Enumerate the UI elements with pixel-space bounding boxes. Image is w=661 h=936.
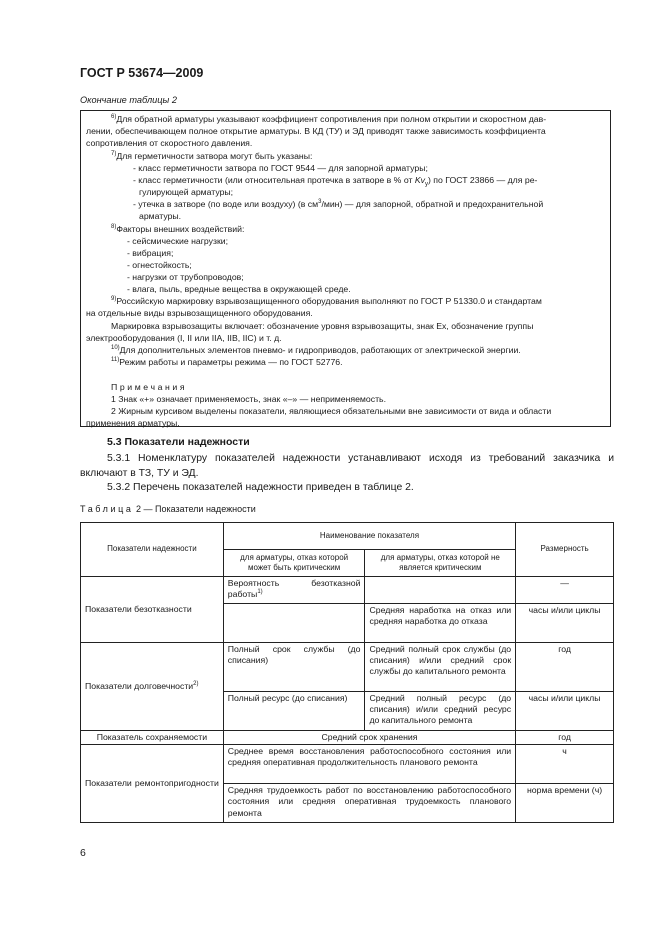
footnote-9-line-4: электрооборудования (I, II или IIA, IIB, IIC) и т. д. bbox=[86, 333, 282, 343]
footnote-8-item: - огнестойкость; bbox=[127, 260, 192, 270]
table-row bbox=[81, 731, 614, 745]
cell-dimension: часы и/или циклы bbox=[516, 692, 614, 731]
footnote-7-item-b-cont: гулирующей арматуры; bbox=[139, 187, 234, 197]
reliability-table bbox=[80, 522, 614, 823]
cell-empty bbox=[365, 577, 516, 604]
cell-dimension: год bbox=[516, 643, 614, 692]
row-label-reliability: Показатели безотказности bbox=[81, 577, 224, 643]
notes-heading: Примечания bbox=[111, 382, 188, 392]
table-footnotes-box bbox=[80, 110, 611, 427]
footnote-8-item: - вибрация; bbox=[127, 248, 174, 258]
cell-empty bbox=[223, 604, 365, 643]
cell-value: Полный ресурс (до списания) bbox=[223, 692, 365, 731]
footnote-8-item: - сейсмические нагрузки; bbox=[127, 236, 229, 246]
footnote-9: $^{9)}$Российскую маркировку взрывозащищенного оборудования выполняют по ГОСТ Р 51330.0 и стандартам bbox=[111, 296, 542, 306]
cell-dimension: часы и/или циклы bbox=[516, 604, 614, 643]
paragraph-5-3-1: 5.3.1 Номенклатуру показателей надежности устанавливают исходя из требований заказчика и включают в ТЗ, ТУ и ЭД. bbox=[80, 453, 614, 479]
cell-value: Средняя наработка на отказ или средняя наработка до отказа bbox=[365, 604, 516, 643]
table-caption: Таблица 2 — Показатели надежности bbox=[80, 504, 256, 514]
paragraph-5-3-2: 5.3.2 Перечень показателей надежности приведен в таблице 2. bbox=[107, 482, 414, 493]
cell-value: Средний полный ресурс (до списания) и/или средний ресурс до капитального ремонта bbox=[365, 692, 516, 731]
note-2-cont: применения арматуры. bbox=[86, 418, 180, 428]
row-label-durability: Показатели долговечности$^{2)}$ bbox=[81, 643, 224, 731]
cell-dimension: норма времени (ч) bbox=[516, 784, 614, 823]
footnote-9-line-2: на отдельные виды взрывозащищенного оборудования. bbox=[86, 308, 313, 318]
header-noncritical: для арматуры, отказ которой не является критическим bbox=[365, 550, 516, 577]
footnote-7-item-c-cont: арматуры. bbox=[139, 211, 182, 221]
footnote-7: $^{7)}$Для герметичности затвора могут быть указаны: bbox=[111, 151, 313, 161]
footnote-8-item: - влага, пыль, вредные вещества в окружающей среде. bbox=[127, 284, 351, 294]
table-row bbox=[81, 643, 614, 692]
table-continuation-label: Окончание таблицы 2 bbox=[80, 95, 177, 105]
cell-dimension: ч bbox=[516, 745, 614, 784]
table-row bbox=[81, 577, 614, 604]
footnote-8: $^{8)}$Факторы внешних воздействий: bbox=[111, 224, 245, 234]
cell-dimension: — bbox=[516, 577, 614, 604]
cell-value: Полный срок службы (до списания) bbox=[223, 643, 365, 692]
header-dimension: Размерность bbox=[516, 523, 614, 577]
page-number: 6 bbox=[80, 847, 86, 859]
cell-value: Вероятность безотказной работы$^{1)}$ bbox=[223, 577, 365, 604]
header-critical: для арматуры, отказ которой может быть критическим bbox=[223, 550, 365, 577]
cell-value: Средняя трудоемкость работ по восстановлению работоспособного состояния или средняя оперативная трудоемкость планового ремонта bbox=[223, 784, 515, 823]
footnote-6: $^{6)}$Для обратной арматуры указывают коэффициент сопротивления при полном открытии и скоростном дав- bbox=[111, 114, 547, 124]
cell-value: Средний полный срок службы (до списания) и/или средний срок службы до капитального ремонта bbox=[365, 643, 516, 692]
footnote-9-line-3: Маркировка взрывозащиты включает: обозначение уровня взрывозащиты, знак Ex, обозначение группы bbox=[111, 321, 534, 331]
table-header-row bbox=[81, 523, 614, 550]
footnote-7-item-a: - класс герметичности затвора по ГОСТ 9544 — для запорной арматуры; bbox=[133, 163, 428, 173]
cell-dimension: год bbox=[516, 731, 614, 745]
row-label-maintainability: Показатели ремонтопригодности bbox=[81, 745, 224, 823]
row-label-storability: Показатель сохраняемости bbox=[81, 731, 224, 745]
cell-value: Среднее время восстановления работоспособного состояния или средняя оперативная продолжительность планового ремонта bbox=[223, 745, 515, 784]
footnote-6-line-2: лении, обеспечивающем полное открытие арматуры. В КД (ТУ) и ЭД приводят также зависимость коэффициента bbox=[86, 126, 546, 136]
table-row bbox=[81, 745, 614, 784]
section-title: 5.3 Показатели надежности bbox=[107, 436, 250, 448]
footnote-6-line-3: сопротивления от скоростного давления. bbox=[86, 138, 253, 148]
note-2: 2 Жирным курсивом выделены показатели, являющиеся обязательными вне зависимости от вида и области bbox=[111, 406, 552, 416]
footnote-11: $^{11)}$Режим работы и параметры режима — по ГОСТ 52776. bbox=[111, 357, 343, 367]
cell-value: Средний срок хранения bbox=[223, 731, 515, 745]
document-header: ГОСТ Р 53674—2009 bbox=[80, 66, 204, 80]
header-indicators: Показатели надежности bbox=[81, 523, 224, 577]
footnote-7-item-b: - класс герметичности (или относительная протечка в затворе в % от $Kv_y$) по ГОСТ 23866 — для ре- bbox=[133, 175, 538, 188]
footnote-10: $^{10)}$Для дополнительных элементов пневмо- и гидроприводов, работающих от электрической энергии. bbox=[111, 345, 521, 355]
footnote-7-item-c: - утечка в затворе (по воде или воздуху) (в $см^3/мин$) — для запорной, обратной и предохранительной bbox=[133, 199, 544, 209]
note-1: 1 Знак «+» означает применяемость, знак «–» — неприменяемость. bbox=[111, 394, 387, 404]
footnote-8-item: - нагрузки от трубопроводов; bbox=[127, 272, 244, 282]
header-indicator-name: Наименование показателя bbox=[223, 523, 515, 550]
